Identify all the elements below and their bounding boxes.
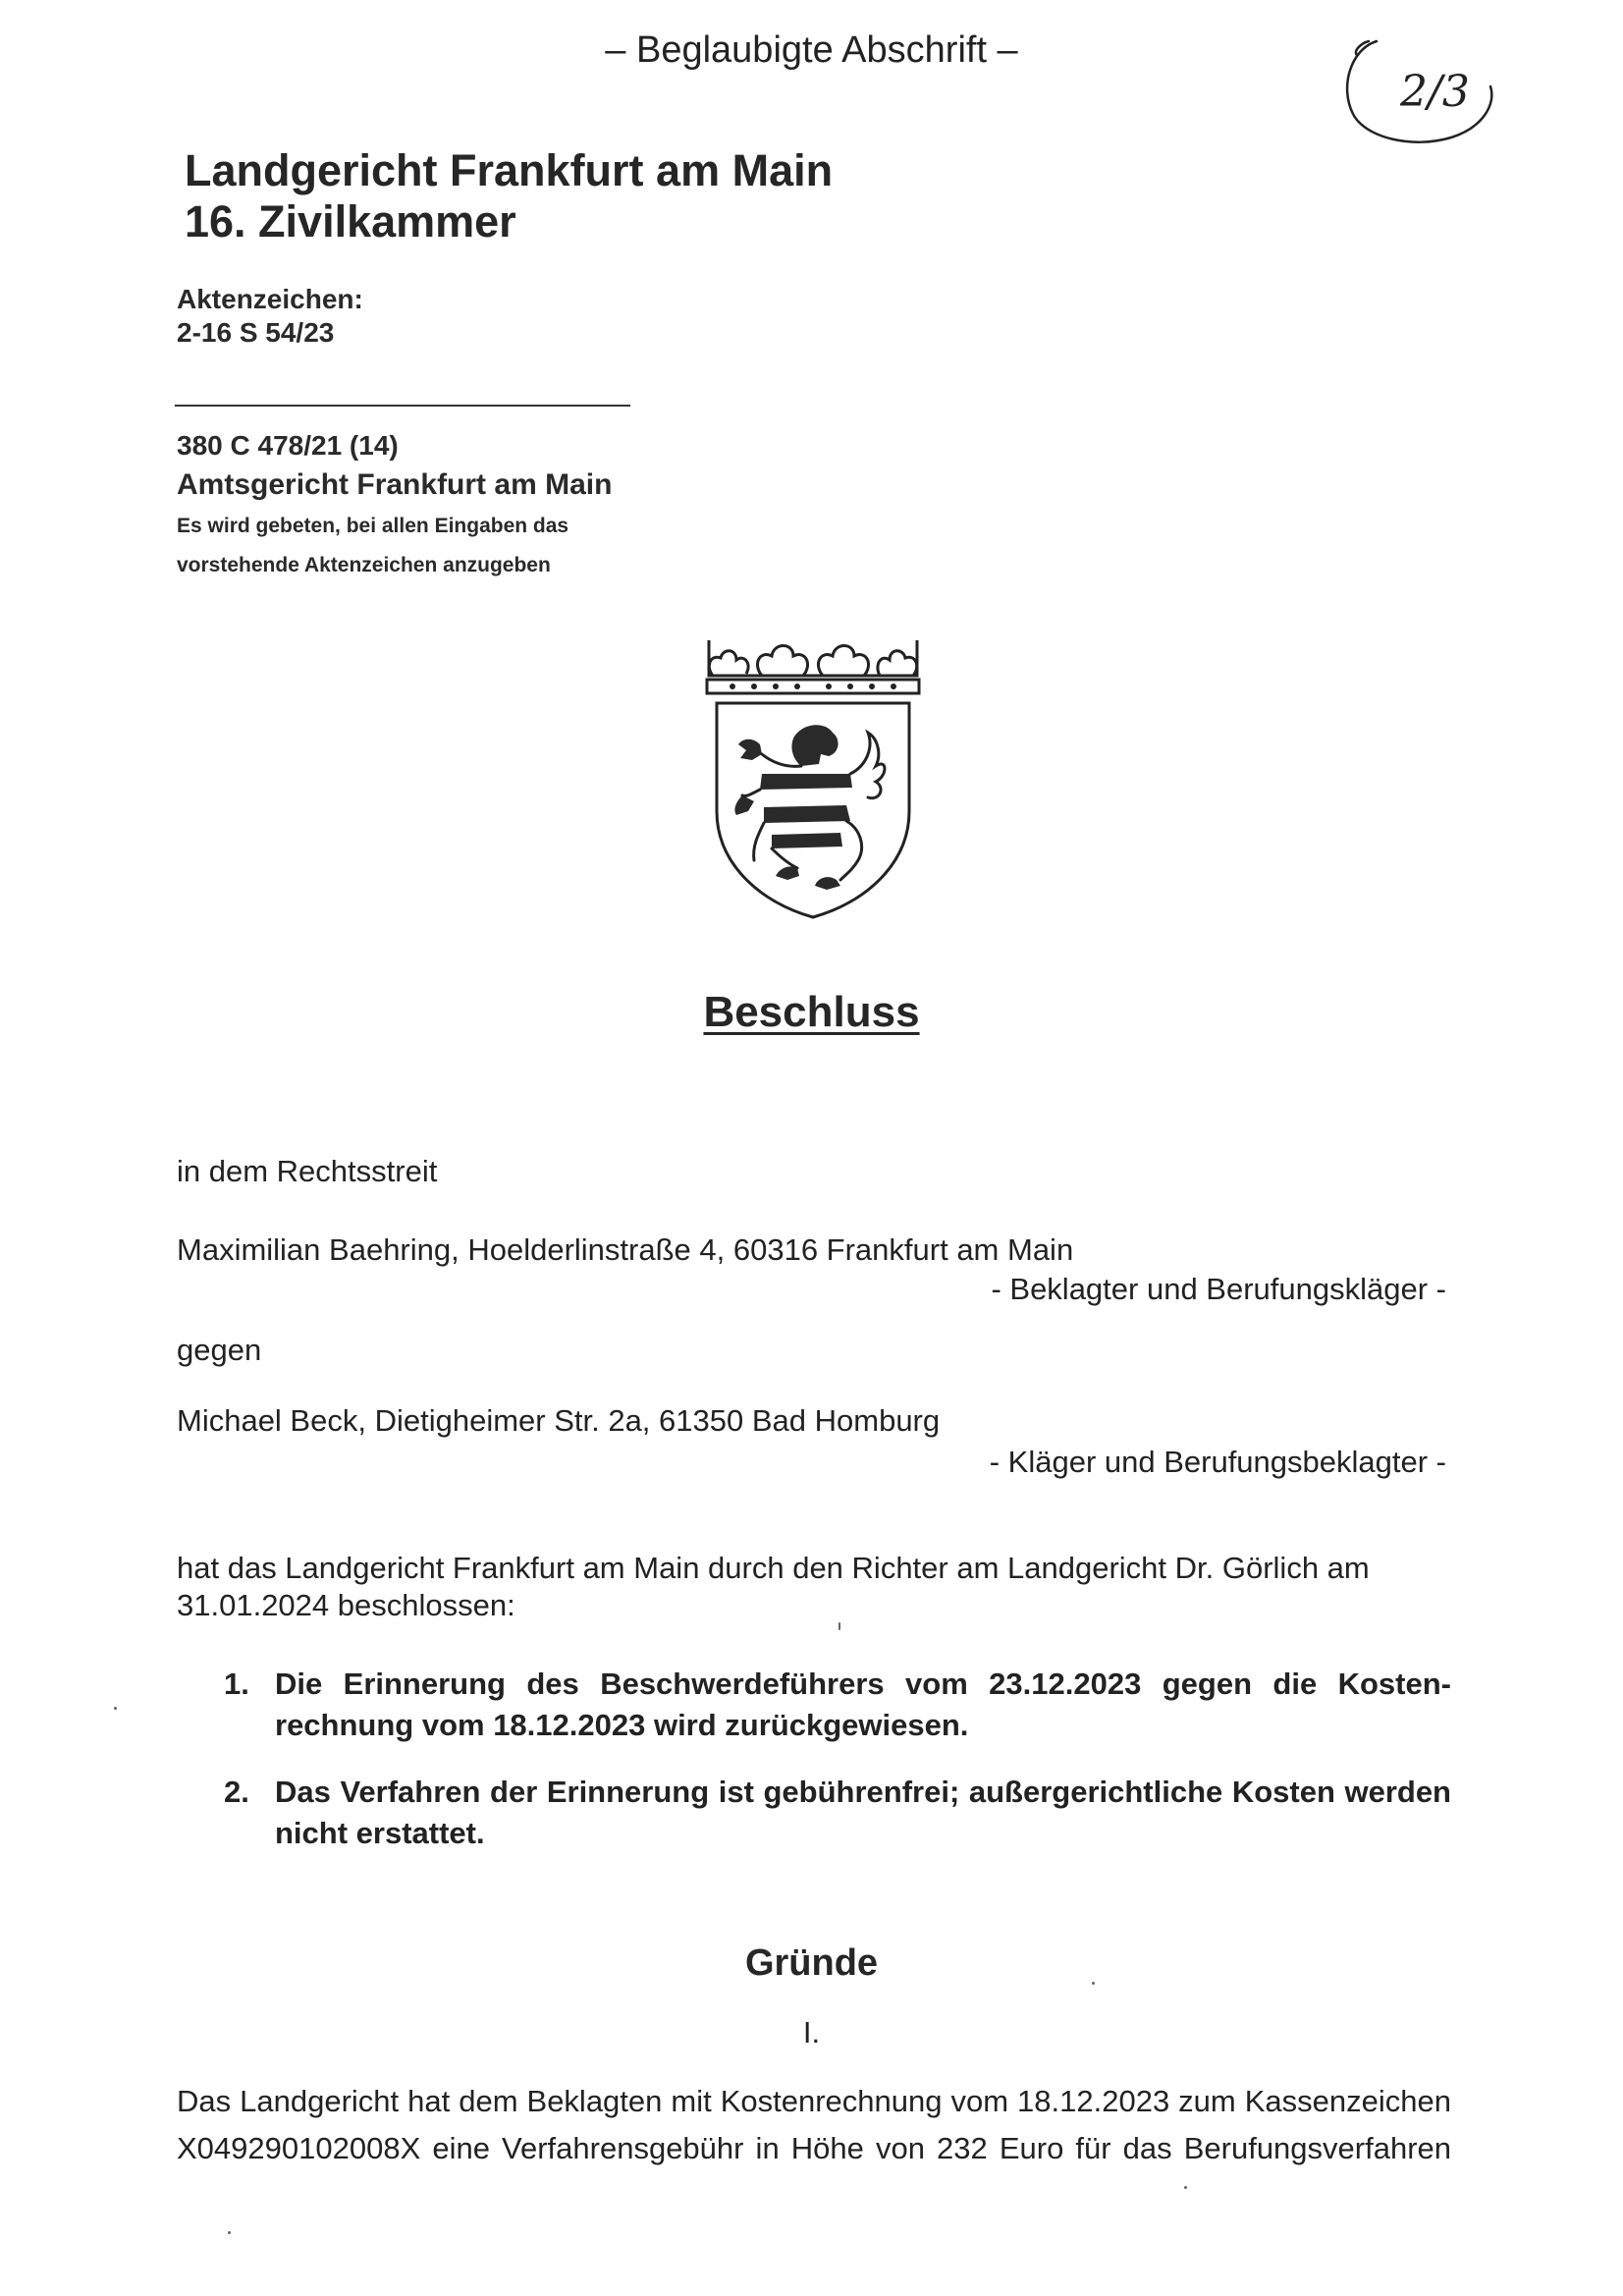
document-title: Beschluss [703,988,920,1036]
intro-line: in dem Rechtsstreit [177,1154,438,1188]
hessen-lion-crest-icon [703,629,923,923]
decision-statement: hat das Landgericht Frankfurt am Main durch den Richter am Landgericht Dr. Görlich am 31.01.2024 beschlossen: [177,1551,1370,1622]
reference-hint-line-1: Es wird gebeten, bei allen Eingaben das [177,515,569,537]
tenor-text: Die Erinnerung des Beschwerdeführers vom 23.12.2023 gegen die Kostenrechnung vom 18.12.2023 wird zurückgewiesen. [275,1667,1451,1742]
lower-court-name: Amtsgericht Frankfurt am Main [177,468,613,501]
party-defendant-role: - Beklagter und Berufungskläger - [991,1272,1446,1306]
lower-court-reference: 380 C 478/21 (14) [177,430,399,461]
court-name: Landgericht Frankfurt am Main [185,145,834,195]
party-plaintiff-role: - Kläger und Berufungsbeklagter - [989,1445,1446,1479]
versus-line: gegen [177,1333,262,1367]
reference-number: 2-16 S 54/23 [177,317,335,348]
party-plaintiff-line: Michael Beck, Dietigheimer Str. 2a, 61350 Bad Homburg [177,1403,941,1438]
reasons-body-text: Das Landgericht hat dem Beklagten mit Kostenrechnung vom 18.12.2023 zum Kassenzeichen X049290102008X eine Verfahrensgebühr in Höhe von 232 Euro für das Berufungsverfahren [177,2084,1451,2165]
party-defendant-line: Maximilian Baehring, Hoelderlinstraße 4, 60316 Frankfurt am Main [177,1232,1074,1267]
tenor-number: 2. [224,1775,249,1809]
tenor-number: 1. [224,1667,249,1701]
handwritten-page-note [1343,35,1500,149]
scan-speck [1184,2186,1187,2189]
reasons-heading: Gründe [744,1942,879,1984]
tenor-item [224,1772,1451,1854]
reference-label: Aktenzeichen: [177,284,363,314]
scan-speck [228,2231,231,2234]
reference-hint-line-2: vorstehende Aktenzeichen anzugeben [177,554,551,576]
tenor-item [224,1664,1451,1746]
scan-speck [1092,1982,1095,1985]
scan-speck [114,1707,117,1710]
section-number: I. [802,2015,821,2050]
certified-copy-header: – Beglaubigte Abschrift – [605,29,1018,71]
svg-text:2/3: 2/3 [1400,67,1470,117]
scan-speck [839,1622,840,1630]
court-chamber: 16. Zivilkammer [185,196,516,246]
tenor-text: Das Verfahren der Erinnerung ist gebührenfrei; außergerichtliche Kosten werden nicht erstattet. [275,1775,1451,1850]
header-divider [175,405,630,407]
